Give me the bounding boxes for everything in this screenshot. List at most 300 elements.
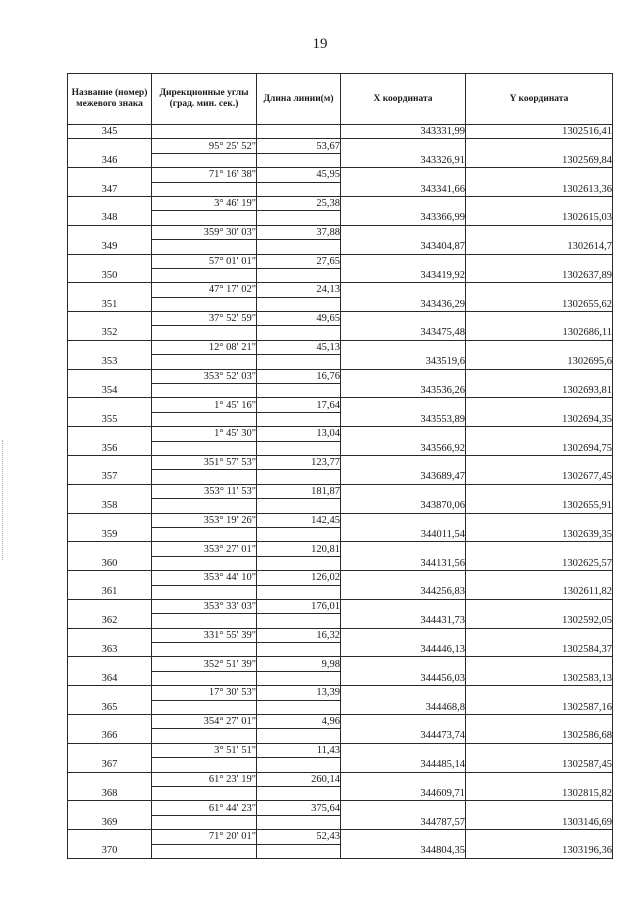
line-length: 45,95 — [257, 168, 341, 182]
x-cell-empty — [341, 628, 466, 642]
line-length: 126,02 — [257, 571, 341, 585]
angle-cell-empty — [152, 844, 257, 858]
y-cell-empty — [466, 513, 613, 527]
length-cell-empty — [257, 585, 341, 599]
x-coordinate: 344131,56 — [341, 556, 466, 570]
length-cell-empty — [257, 758, 341, 772]
point-name: 345 — [68, 125, 152, 139]
point-row — [68, 326, 613, 340]
y-cell-empty — [466, 571, 613, 585]
directional-angle: 47° 17' 02" — [152, 283, 257, 297]
line-length: 49,65 — [257, 312, 341, 326]
x-cell-empty — [341, 139, 466, 153]
y-coordinate: 1302625,57 — [466, 556, 613, 570]
line-length: 120,81 — [257, 542, 341, 556]
point-name: 347 — [68, 182, 152, 196]
name-cell-empty — [68, 628, 152, 642]
point-name: 361 — [68, 585, 152, 599]
line-length: 181,87 — [257, 484, 341, 498]
x-coordinate: 344431,73 — [341, 614, 466, 628]
point-row — [68, 815, 613, 829]
point-row — [68, 556, 613, 570]
segment-row — [68, 196, 613, 210]
x-coordinate: 344468,8 — [341, 700, 466, 714]
length-cell-empty — [257, 182, 341, 196]
y-cell-empty — [466, 801, 613, 815]
x-coordinate: 344485,14 — [341, 758, 466, 772]
point-row — [68, 729, 613, 743]
segment-row — [68, 513, 613, 527]
name-cell-empty — [68, 657, 152, 671]
length-cell-empty — [257, 268, 341, 282]
name-cell-empty — [68, 571, 152, 585]
y-cell-empty — [466, 139, 613, 153]
header-length: Длина линии(м) — [257, 74, 341, 125]
line-length: 11,43 — [257, 743, 341, 757]
y-coordinate: 1302615,03 — [466, 211, 613, 225]
point-row — [68, 125, 613, 139]
directional-angle: 353° 33' 03" — [152, 599, 257, 613]
point-name: 364 — [68, 671, 152, 685]
point-name: 353 — [68, 355, 152, 369]
point-row — [68, 182, 613, 196]
y-cell-empty — [466, 657, 613, 671]
directional-angle: 331° 55' 39" — [152, 628, 257, 642]
angle-cell-empty — [152, 384, 257, 398]
line-length: 37,88 — [257, 225, 341, 239]
point-row — [68, 470, 613, 484]
boundary-coordinates-table — [67, 73, 613, 859]
x-cell-empty — [341, 542, 466, 556]
y-coordinate: 1302655,62 — [466, 297, 613, 311]
line-length: 16,76 — [257, 369, 341, 383]
x-cell-empty — [341, 455, 466, 469]
angle-cell-empty — [152, 614, 257, 628]
length-cell-empty — [257, 499, 341, 513]
name-cell-empty — [68, 340, 152, 354]
y-cell-empty — [466, 542, 613, 556]
y-coordinate: 1303146,69 — [466, 815, 613, 829]
x-cell-empty — [341, 398, 466, 412]
length-cell-empty — [257, 614, 341, 628]
name-cell-empty — [68, 542, 152, 556]
point-row — [68, 499, 613, 513]
directional-angle: 1° 45' 30" — [152, 427, 257, 441]
point-row — [68, 153, 613, 167]
directional-angle: 71° 16' 38" — [152, 168, 257, 182]
point-row — [68, 355, 613, 369]
x-cell-empty — [341, 830, 466, 844]
y-cell-empty — [466, 225, 613, 239]
directional-angle: 353° 52' 03" — [152, 369, 257, 383]
y-cell-empty — [466, 398, 613, 412]
y-coordinate: 1302613,36 — [466, 182, 613, 196]
angle-cell-empty — [152, 815, 257, 829]
line-length: 375,64 — [257, 801, 341, 815]
point-row — [68, 844, 613, 858]
angle-cell-empty — [152, 585, 257, 599]
header-angle: Дирекционные углы (град. мин. сек.) — [152, 74, 257, 125]
line-length: 24,13 — [257, 283, 341, 297]
y-cell-empty — [466, 283, 613, 297]
point-name: 358 — [68, 499, 152, 513]
x-coordinate: 343553,89 — [341, 412, 466, 426]
point-name: 370 — [68, 844, 152, 858]
x-cell-empty — [341, 715, 466, 729]
x-coordinate: 344473,74 — [341, 729, 466, 743]
line-length: 13,39 — [257, 686, 341, 700]
segment-row — [68, 254, 613, 268]
point-name: 354 — [68, 384, 152, 398]
y-coordinate: 1302587,45 — [466, 758, 613, 772]
segment-row — [68, 743, 613, 757]
directional-angle: 353° 19' 26" — [152, 513, 257, 527]
point-row — [68, 786, 613, 800]
x-coordinate: 344446,13 — [341, 643, 466, 657]
x-cell-empty — [341, 168, 466, 182]
directional-angle: 353° 44' 10" — [152, 571, 257, 585]
x-cell-empty — [341, 196, 466, 210]
point-row — [68, 527, 613, 541]
y-coordinate: 1303196,36 — [466, 844, 613, 858]
x-cell-empty — [341, 283, 466, 297]
point-name: 369 — [68, 815, 152, 829]
point-row — [68, 441, 613, 455]
name-cell-empty — [68, 139, 152, 153]
angle-cell-empty — [152, 470, 257, 484]
directional-angle: 61° 44' 23" — [152, 801, 257, 815]
segment-row — [68, 772, 613, 786]
segment-row — [68, 484, 613, 498]
point-row — [68, 643, 613, 657]
segment-row — [68, 686, 613, 700]
y-cell-empty — [466, 830, 613, 844]
angle-cell-empty — [152, 499, 257, 513]
x-coordinate: 343419,92 — [341, 268, 466, 282]
y-coordinate: 1302639,35 — [466, 527, 613, 541]
angle-cell-empty — [152, 700, 257, 714]
y-coordinate: 1302695,6 — [466, 355, 613, 369]
angle-cell-empty — [152, 758, 257, 772]
x-coordinate: 343331,99 — [341, 125, 466, 139]
angle-cell-empty — [152, 268, 257, 282]
x-coordinate: 344256,83 — [341, 585, 466, 599]
length-cell-empty — [257, 412, 341, 426]
x-coordinate: 343475,48 — [341, 326, 466, 340]
segment-row — [68, 427, 613, 441]
y-cell-empty — [466, 254, 613, 268]
segment-row — [68, 225, 613, 239]
segment-row — [68, 657, 613, 671]
length-cell-empty — [257, 700, 341, 714]
length-cell-empty — [257, 643, 341, 657]
length-cell-empty — [257, 153, 341, 167]
y-cell-empty — [466, 715, 613, 729]
y-cell-empty — [466, 196, 613, 210]
name-cell-empty — [68, 830, 152, 844]
y-cell-empty — [466, 599, 613, 613]
segment-row — [68, 830, 613, 844]
point-name: 352 — [68, 326, 152, 340]
x-cell-empty — [341, 427, 466, 441]
page-number: 19 — [312, 36, 328, 52]
segment-row — [68, 455, 613, 469]
point-name: 351 — [68, 297, 152, 311]
angle-cell-empty — [152, 326, 257, 340]
directional-angle: 359° 30' 03" — [152, 225, 257, 239]
angle-cell-empty — [152, 153, 257, 167]
x-cell-empty — [341, 801, 466, 815]
length-cell-empty — [257, 729, 341, 743]
line-length: 17,64 — [257, 398, 341, 412]
directional-angle: 37° 52' 59" — [152, 312, 257, 326]
point-name: 350 — [68, 268, 152, 282]
y-coordinate: 1302584,37 — [466, 643, 613, 657]
name-cell-empty — [68, 369, 152, 383]
segment-row — [68, 571, 613, 585]
x-coordinate: 344609,71 — [341, 786, 466, 800]
x-cell-empty — [341, 254, 466, 268]
point-name: 363 — [68, 643, 152, 657]
line-length: 52,43 — [257, 830, 341, 844]
y-coordinate: 1302516,41 — [466, 125, 613, 139]
x-cell-empty — [341, 225, 466, 239]
segment-row — [68, 168, 613, 182]
directional-angle: 3° 46' 19" — [152, 196, 257, 210]
y-cell-empty — [466, 340, 613, 354]
y-coordinate: 1302586,68 — [466, 729, 613, 743]
point-row — [68, 297, 613, 311]
y-cell-empty — [466, 686, 613, 700]
line-length: 53,67 — [257, 139, 341, 153]
x-coordinate: 343566,92 — [341, 441, 466, 455]
line-length: 4,96 — [257, 715, 341, 729]
header-x: X координата — [341, 74, 466, 125]
point-name: 366 — [68, 729, 152, 743]
length-cell-empty — [257, 211, 341, 225]
point-row — [68, 268, 613, 282]
y-cell-empty — [466, 369, 613, 383]
segment-row — [68, 628, 613, 642]
directional-angle: 1° 45' 16" — [152, 398, 257, 412]
point-name: 349 — [68, 240, 152, 254]
y-coordinate: 1302693,81 — [466, 384, 613, 398]
angle-cell-empty — [152, 297, 257, 311]
y-coordinate: 1302587,16 — [466, 700, 613, 714]
directional-angle: 353° 27' 01" — [152, 542, 257, 556]
y-coordinate: 1302677,45 — [466, 470, 613, 484]
x-coordinate: 344011,54 — [341, 527, 466, 541]
x-cell-empty — [341, 513, 466, 527]
segment-row — [68, 340, 613, 354]
length-cell-empty — [257, 815, 341, 829]
name-cell-empty — [68, 599, 152, 613]
length-cell-empty — [257, 297, 341, 311]
header-name: Название (номер) межевого знака — [68, 74, 152, 125]
y-cell-empty — [466, 427, 613, 441]
x-cell-empty — [341, 571, 466, 585]
directional-angle: 17° 30' 53" — [152, 686, 257, 700]
angle-cell-empty — [152, 240, 257, 254]
angle-cell-empty — [152, 729, 257, 743]
y-cell-empty — [466, 772, 613, 786]
length-cell-empty — [257, 441, 341, 455]
name-cell-empty — [68, 427, 152, 441]
y-coordinate: 1302614,7 — [466, 240, 613, 254]
line-length: 45,13 — [257, 340, 341, 354]
point-row — [68, 700, 613, 714]
table-header — [68, 74, 613, 125]
line-length: 13,04 — [257, 427, 341, 441]
x-cell-empty — [341, 599, 466, 613]
directional-angle: 57° 01' 01" — [152, 254, 257, 268]
point-row — [68, 240, 613, 254]
point-name: 356 — [68, 441, 152, 455]
line-length: 16,32 — [257, 628, 341, 642]
line-length: 27,65 — [257, 254, 341, 268]
angle-cell-empty — [152, 441, 257, 455]
point-row — [68, 585, 613, 599]
point-name: 367 — [68, 758, 152, 772]
angle-cell-empty — [152, 211, 257, 225]
line-length: 9,98 — [257, 657, 341, 671]
angle-cell-empty — [152, 786, 257, 800]
name-cell-empty — [68, 225, 152, 239]
y-cell-empty — [466, 484, 613, 498]
y-cell-empty — [466, 743, 613, 757]
segment-row — [68, 369, 613, 383]
x-cell-empty — [341, 369, 466, 383]
y-coordinate: 1302694,75 — [466, 441, 613, 455]
name-cell-empty — [68, 254, 152, 268]
x-coordinate: 343326,91 — [341, 153, 466, 167]
point-name: 362 — [68, 614, 152, 628]
name-cell-empty — [68, 715, 152, 729]
angle-cell-empty — [152, 643, 257, 657]
directional-angle: 352° 51' 39" — [152, 657, 257, 671]
line-length: 25,38 — [257, 196, 341, 210]
length-cell-empty — [257, 384, 341, 398]
name-cell-empty — [68, 283, 152, 297]
y-coordinate: 1302592,05 — [466, 614, 613, 628]
name-cell-empty — [68, 312, 152, 326]
name-cell-empty — [68, 772, 152, 786]
y-coordinate: 1302583,13 — [466, 671, 613, 685]
point-name: 365 — [68, 700, 152, 714]
x-cell-empty — [341, 312, 466, 326]
x-coordinate: 343366,99 — [341, 211, 466, 225]
y-coordinate: 1302694,35 — [466, 412, 613, 426]
directional-angle: 61° 23' 19" — [152, 772, 257, 786]
angle-cell-empty — [152, 671, 257, 685]
margin-mark — [2, 440, 6, 560]
point-name: 360 — [68, 556, 152, 570]
y-cell-empty — [466, 312, 613, 326]
name-cell-empty — [68, 513, 152, 527]
point-name: 355 — [68, 412, 152, 426]
line-length: 260,14 — [257, 772, 341, 786]
y-cell-empty — [466, 168, 613, 182]
x-cell-empty — [341, 743, 466, 757]
angle-cell-empty — [152, 125, 257, 139]
line-length: 176,01 — [257, 599, 341, 613]
length-cell-empty — [257, 125, 341, 139]
point-row — [68, 384, 613, 398]
y-coordinate: 1302637,89 — [466, 268, 613, 282]
point-row — [68, 758, 613, 772]
segment-row — [68, 312, 613, 326]
x-coordinate: 343404,87 — [341, 240, 466, 254]
segment-row — [68, 542, 613, 556]
length-cell-empty — [257, 326, 341, 340]
segment-row — [68, 283, 613, 297]
header-row — [68, 74, 613, 125]
length-cell-empty — [257, 355, 341, 369]
name-cell-empty — [68, 743, 152, 757]
directional-angle: 353° 11' 53" — [152, 484, 257, 498]
length-cell-empty — [257, 527, 341, 541]
length-cell-empty — [257, 240, 341, 254]
name-cell-empty — [68, 398, 152, 412]
length-cell-empty — [257, 556, 341, 570]
segment-row — [68, 398, 613, 412]
directional-angle: 95° 25' 52" — [152, 139, 257, 153]
x-cell-empty — [341, 340, 466, 354]
y-coordinate: 1302569,84 — [466, 153, 613, 167]
y-coordinate: 1302815,82 — [466, 786, 613, 800]
point-name: 348 — [68, 211, 152, 225]
x-coordinate: 343341,66 — [341, 182, 466, 196]
directional-angle: 351° 57' 53" — [152, 455, 257, 469]
y-coordinate: 1302611,82 — [466, 585, 613, 599]
y-cell-empty — [466, 455, 613, 469]
segment-row — [68, 715, 613, 729]
point-name: 359 — [68, 527, 152, 541]
length-cell-empty — [257, 470, 341, 484]
x-coordinate: 343519,6 — [341, 355, 466, 369]
length-cell-empty — [257, 844, 341, 858]
line-length: 142,45 — [257, 513, 341, 527]
name-cell-empty — [68, 168, 152, 182]
name-cell-empty — [68, 801, 152, 815]
point-row — [68, 211, 613, 225]
x-coordinate: 343689,47 — [341, 470, 466, 484]
point-name: 368 — [68, 786, 152, 800]
name-cell-empty — [68, 455, 152, 469]
x-coordinate: 343870,06 — [341, 499, 466, 513]
angle-cell-empty — [152, 412, 257, 426]
x-coordinate: 343536,26 — [341, 384, 466, 398]
x-coordinate: 343436,29 — [341, 297, 466, 311]
line-length: 123,77 — [257, 455, 341, 469]
angle-cell-empty — [152, 355, 257, 369]
name-cell-empty — [68, 484, 152, 498]
x-coordinate: 344456,03 — [341, 671, 466, 685]
name-cell-empty — [68, 686, 152, 700]
length-cell-empty — [257, 786, 341, 800]
y-coordinate: 1302686,11 — [466, 326, 613, 340]
segment-row — [68, 801, 613, 815]
header-y: Y координата — [466, 74, 613, 125]
directional-angle: 354° 27' 01" — [152, 715, 257, 729]
y-cell-empty — [466, 628, 613, 642]
segment-row — [68, 139, 613, 153]
length-cell-empty — [257, 671, 341, 685]
x-cell-empty — [341, 686, 466, 700]
name-cell-empty — [68, 196, 152, 210]
directional-angle: 12° 08' 21" — [152, 340, 257, 354]
y-coordinate: 1302655,91 — [466, 499, 613, 513]
